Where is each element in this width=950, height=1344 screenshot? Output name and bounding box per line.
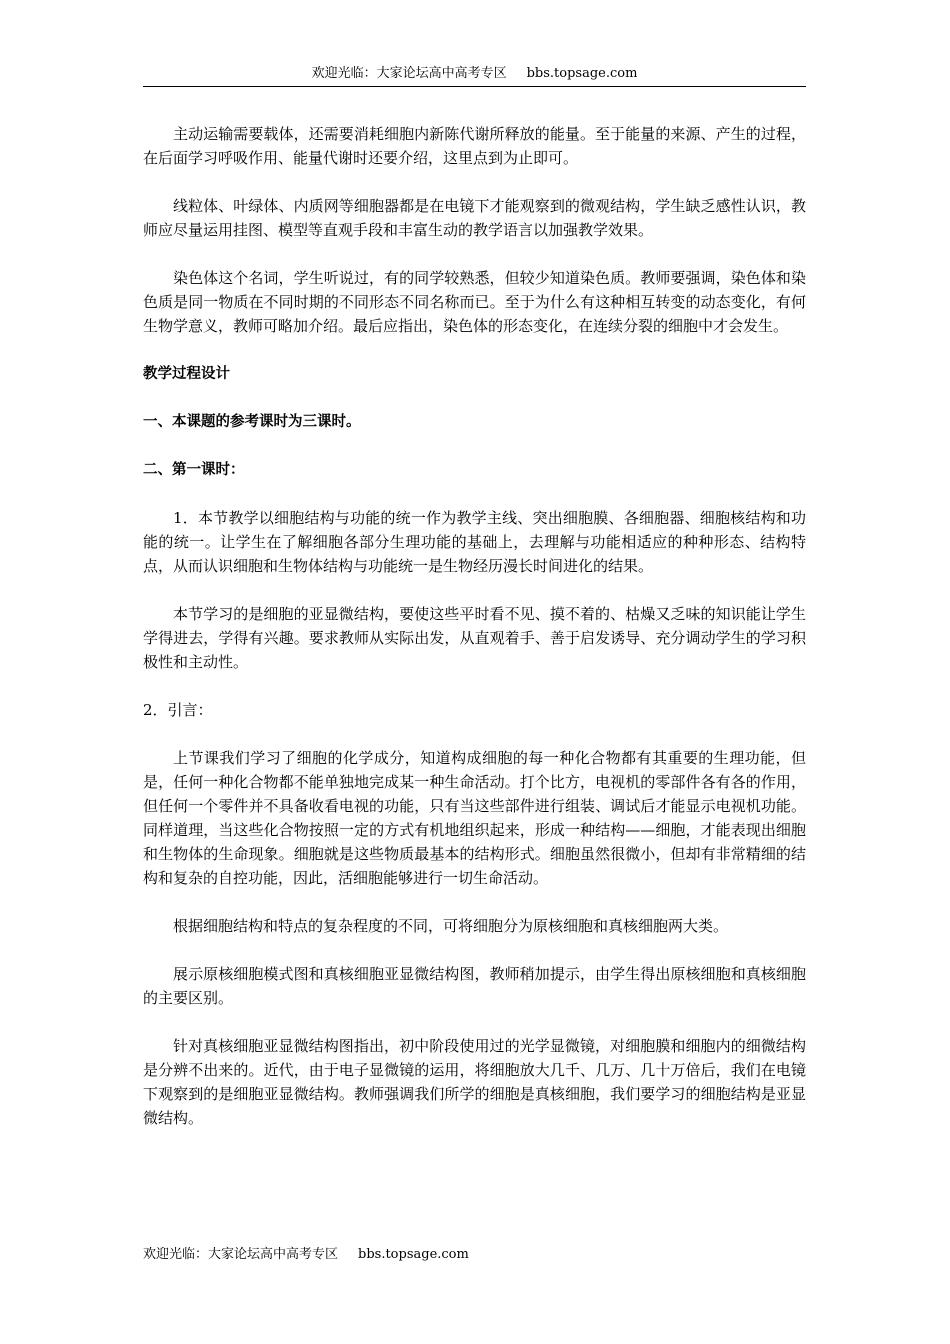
paragraph-cell-types: 根据细胞结构和特点的复杂程度的不同，可将细胞分为原核细胞和真核细胞两大类。	[173, 917, 729, 935]
page-header	[143, 64, 806, 87]
paragraph-electron-microscope: 针对真核细胞亚显微结构图指出，初中阶段使用过的光学显微镜，对细胞膜和细胞内的细微结构是分辨不出来的。近代，由于电子显微镜的运用，将细胞放大几千、几万、几十万倍后，我们在电镜下观察到的是细胞亚显微结构。教师强调我们所学的细胞是真核细胞，我们要学习的细胞结构是亚显微结构。	[143, 1037, 806, 1127]
heading-section-two: 二、第一课时：	[143, 462, 245, 478]
paragraph-introduction: 上节课我们学习了细胞的化学成分，知道构成细胞的每一种化合物都有其重要的生理功能，但是，任何一种化合物都不能单独地完成某一种生命活动。打个比方，电视机的零部件各有各的作用，但任何一个零件并不具备收看电视的功能，只有当这些部件进行组装、调试后才能显示电视机功能。同样道理，当这些化合物按照一定的方式有机地组织起来，形成一种结构——细胞，才能表现出细胞和生物体的生命现象。细胞就是这些物质最基本的结构形式。细胞虽然很微小，但却有非常精细的结构和复杂的自控功能，因此，活细胞能够进行一切生命活动。	[143, 749, 806, 887]
header-welcome-text: 欢迎光临：大家论坛高中高考专区	[311, 66, 507, 81]
paragraph-active-transport: 主动运输需要载体，还需要消耗细胞内新陈代谢所释放的能量。至于能量的来源、产生的过程，在后面学习呼吸作用、能量代谢时还要介绍，这里点到为止即可。	[143, 125, 806, 167]
intro-label: 2．引言：	[143, 701, 213, 719]
heading-section-one: 一、本课题的参考课时为三课时。	[143, 414, 361, 430]
document-body	[143, 122, 806, 1154]
heading-teaching-design: 教学过程设计	[143, 366, 230, 382]
paragraph-organelles: 线粒体、叶绿体、内质网等细胞器都是在电镜下才能观察到的微观结构，学生缺乏感性认识，教师应尽量运用挂图、模型等直观手段和丰富生动的教学语言以加强教学效果。	[143, 197, 806, 239]
page-footer	[143, 1245, 469, 1265]
paragraph-submicroscopic: 本节学习的是细胞的亚显微结构，要使这些平时看不见、摸不着的、枯燥又乏味的知识能让学生学得进去，学得有兴趣。要求教师从实际出发，从直观着手、善于启发诱导、充分调动学生的学习积极性和主动性。	[143, 605, 806, 671]
header-site-link[interactable]: bbs.topsage.com	[526, 66, 638, 81]
footer-site-link[interactable]: bbs.topsage.com	[358, 1247, 469, 1262]
footer-welcome-text: 欢迎光临：大家论坛高中高考专区	[143, 1247, 339, 1262]
paragraph-show-diagrams: 展示原核细胞模式图和真核细胞亚显微结构图，教师稍加提示，由学生得出原核细胞和真核细胞的主要区别。	[143, 965, 806, 1007]
paragraph-teaching-mainline: 1．本节教学以细胞结构与功能的统一作为教学主线、突出细胞膜、各细胞器、细胞核结构和功能的统一。让学生在了解细胞各部分生理功能的基础上，去理解与功能相适应的种种形态、结构特点，从而认识细胞和生物体结构与功能统一是生物经历漫长时间进化的结果。	[143, 509, 806, 575]
paragraph-chromosome: 染色体这个名词，学生听说过，有的同学较熟悉，但较少知道染色质。教师要强调，染色体和染色质是同一物质在不同时期的不同形态不同名称而已。至于为什么有这种相互转变的动态变化，有何生物学意义，教师可略加介绍。最后应指出，染色体的形态变化，在连续分裂的细胞中才会发生。	[143, 269, 806, 335]
